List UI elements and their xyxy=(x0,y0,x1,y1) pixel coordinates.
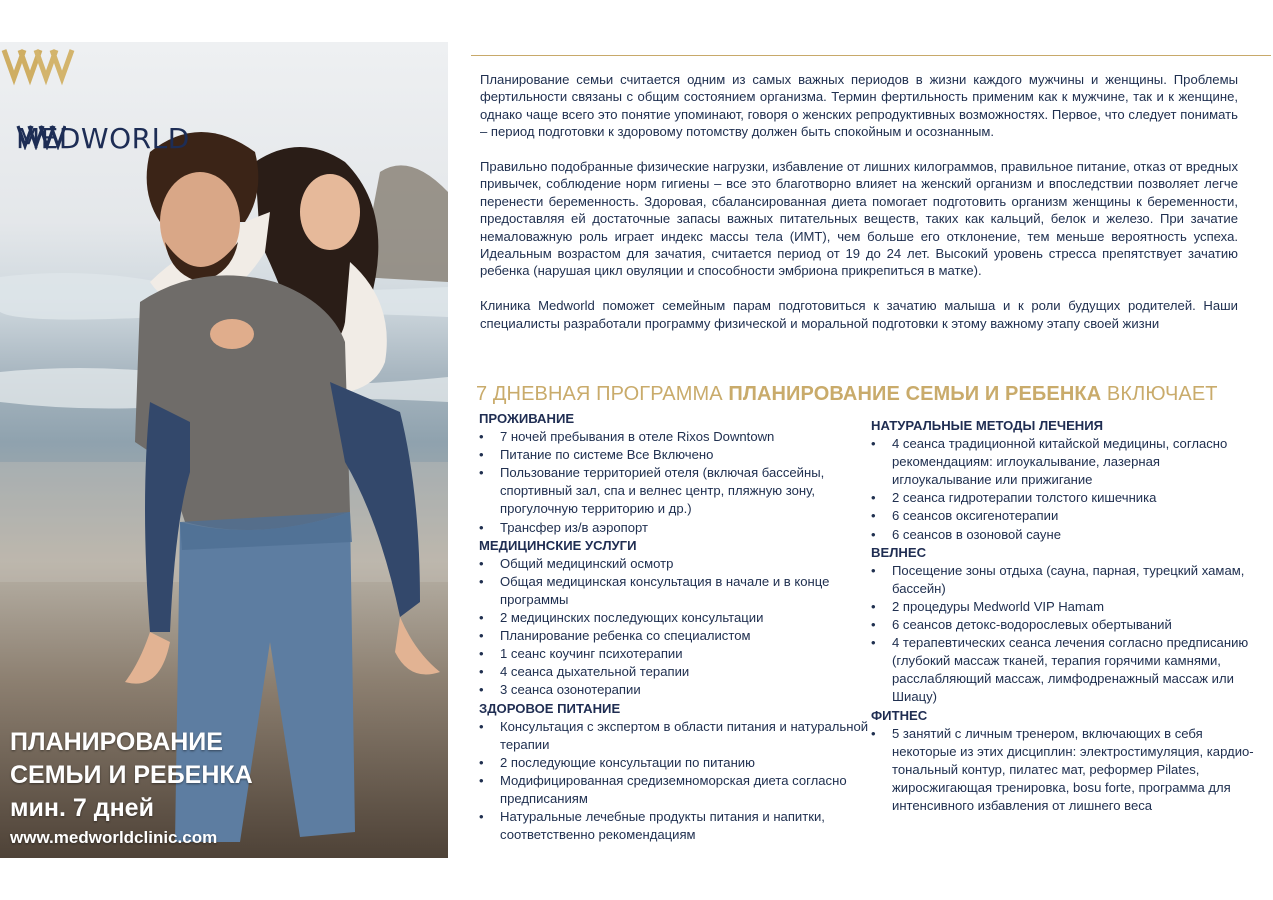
list-item: • Питание по системе Все Включено xyxy=(479,446,871,464)
section-list xyxy=(871,725,1256,815)
list-item: • Планирование ребенка со специалистом xyxy=(479,627,871,645)
list-item: • Трансфер из/в аэропорт xyxy=(479,519,871,537)
program-heading-prefix: 7 ДНЕВНАЯ ПРОГРАММА xyxy=(476,383,729,405)
list-item: • Общая медицинская консультация в начале и в конце программы xyxy=(479,573,871,609)
list-item: • 3 сеанса озонотерапии xyxy=(479,681,871,699)
list-item: • 4 сеанса традиционной китайской медицины, согласно рекомендациям: иглоукалывание, лазерная иглоукалывание или прижигание xyxy=(871,435,1256,489)
program-heading xyxy=(476,383,1218,406)
list-item: • Натуральные лечебные продукты питания и напитки, соответственно рекомендациям xyxy=(479,808,871,844)
section-list xyxy=(479,555,871,700)
promo-title-line2: СЕМЬИ И РЕБЕНКА xyxy=(10,761,253,789)
list-item: • Посещение зоны отдыха (сауна, парная, турецкий хамам, бассейн) xyxy=(871,562,1256,598)
section-title: НАТУРАЛЬНЫЕ МЕТОДЫ ЛЕЧЕНИЯ xyxy=(871,418,1104,433)
list-item: • Консультация с экспертом в области питания и натуральной терапии xyxy=(479,718,871,754)
intro-paragraph: Правильно подобранные физические нагрузки, избавление от лишних килограммов, правильное питание, отказ от вредных привычек, соблюдение норм гигиены – все это благотворно влияет на женский организм и впоследствии позволяет легче перенести беременность. Здоровая, сбалансированная диета помогает подготовить организм женщины к беременности, предоставляя ей достаточные запасы важных питательных веществ, таких как кальций, белок и железо. При зачатие немаловажную роль играет индекс массы тела (ИМТ), чем больше его отклонение, тем меньше вероятность успеха. Идеальным возрастом для зачатия, считается период от 19 до 24 лет. Высокий уровень стресса препятствует зачатию ребенка (нарушая цикл овуляции и способности эмбриона прикрепиться в матке). xyxy=(480,159,1238,279)
gold-divider xyxy=(471,55,1271,56)
list-item: • Модифицированная средиземноморская диета согласно предписаниям xyxy=(479,772,871,808)
section-title: ПРОЖИВАНИЕ xyxy=(479,411,575,426)
medworld-logo xyxy=(16,122,190,155)
promo-duration: мин. 7 дней xyxy=(10,794,154,822)
program-column-right xyxy=(871,417,1256,815)
program-heading-suffix: ВКЛЮЧАЕТ xyxy=(1101,383,1218,405)
intro-text xyxy=(480,71,1238,349)
list-item: • 7 ночей пребывания в отеле Rixos Downtown xyxy=(479,428,871,446)
list-item: • 6 сеансов в озоновой сауне xyxy=(871,526,1256,544)
intro-paragraph: Клиника Medworld поможет семейным парам подготовиться к зачатию малыша и к роли будущих родителей. Наши специалисты разработали программу физической и моральной подготовки к этому важному этапу своей жизни xyxy=(480,298,1238,331)
section-list xyxy=(871,435,1256,544)
list-item: • 4 терапевтических сеанса лечения согласно предписанию (глубокий массаж тканей, терапия горячими камнями, расслабляющий массаж, лимфодренажный массаж или Шиацу) xyxy=(871,634,1256,706)
list-item: • 2 сеанса гидротерапии толстого кишечника xyxy=(871,489,1256,507)
section-list xyxy=(479,718,871,845)
list-item: • Общий медицинский осмотр xyxy=(479,555,871,573)
list-item: • 4 сеанса дыхательной терапии xyxy=(479,663,871,681)
section-title: ЗДОРОВОЕ ПИТАНИЕ xyxy=(479,700,621,716)
website-url[interactable]: www.medworldclinic.com xyxy=(10,828,218,847)
medworld-logo-icon xyxy=(16,122,66,150)
list-item: • 2 медицинских последующих консультации xyxy=(479,609,871,627)
section-list xyxy=(871,562,1256,707)
list-item: • Пользование территорией отеля (включая бассейны, спортивный зал, спа и велнес центр, пляжную зону, прогулочную территорию и др.) xyxy=(479,464,871,518)
section-title: МЕДИЦИНСКИЕ УСЛУГИ xyxy=(479,537,637,553)
list-item: • 6 сеансов детокс-водорослевых обертываний xyxy=(871,616,1256,634)
medworld-gold-mark-icon xyxy=(0,42,86,86)
section-title: ФИТНЕС xyxy=(871,707,928,723)
program-column-left xyxy=(479,410,871,844)
program-heading-bold: ПЛАНИРОВАНИЕ СЕМЬИ И РЕБЕНКА xyxy=(728,383,1102,405)
list-item: • 1 сеанс коучинг психотерапии xyxy=(479,645,871,663)
list-item: • 2 процедуры Medworld VIP Hamam xyxy=(871,598,1256,616)
section-list xyxy=(479,428,871,537)
promo-block xyxy=(10,726,253,849)
list-item: • 5 занятий с личным тренером, включающих в себя некоторые из этих дисциплин: электростимуляция, кардио-тональный контур, пилатес мат, реформер Pilates, жиросжигающая тренировка, bosu forte, программа для интенсивного избавления от лишнего веса xyxy=(871,725,1256,815)
brand-name: MEDWORLD xyxy=(16,122,190,155)
list-item: • 2 последующие консультации по питанию xyxy=(479,754,871,772)
promo-title-line1: ПЛАНИРОВАНИЕ xyxy=(10,728,223,756)
intro-paragraph: Планирование семьи считается одним из самых важных периодов в жизни каждого мужчины и женщины. Проблемы фертильности связаны с общим состоянием организма. Термин фертильность применим как к мужчине, так и к женщине, однако чаще всего это понятие упоминают, говоря о женских репродуктивных возможностях. Первое, что следует понимать – период подготовки к здоровому потомству должен быть спокойным и осознанным. xyxy=(480,72,1238,140)
list-item: • 6 сеансов оксигенотерапии xyxy=(871,507,1256,525)
section-title: ВЕЛНЕС xyxy=(871,544,927,560)
